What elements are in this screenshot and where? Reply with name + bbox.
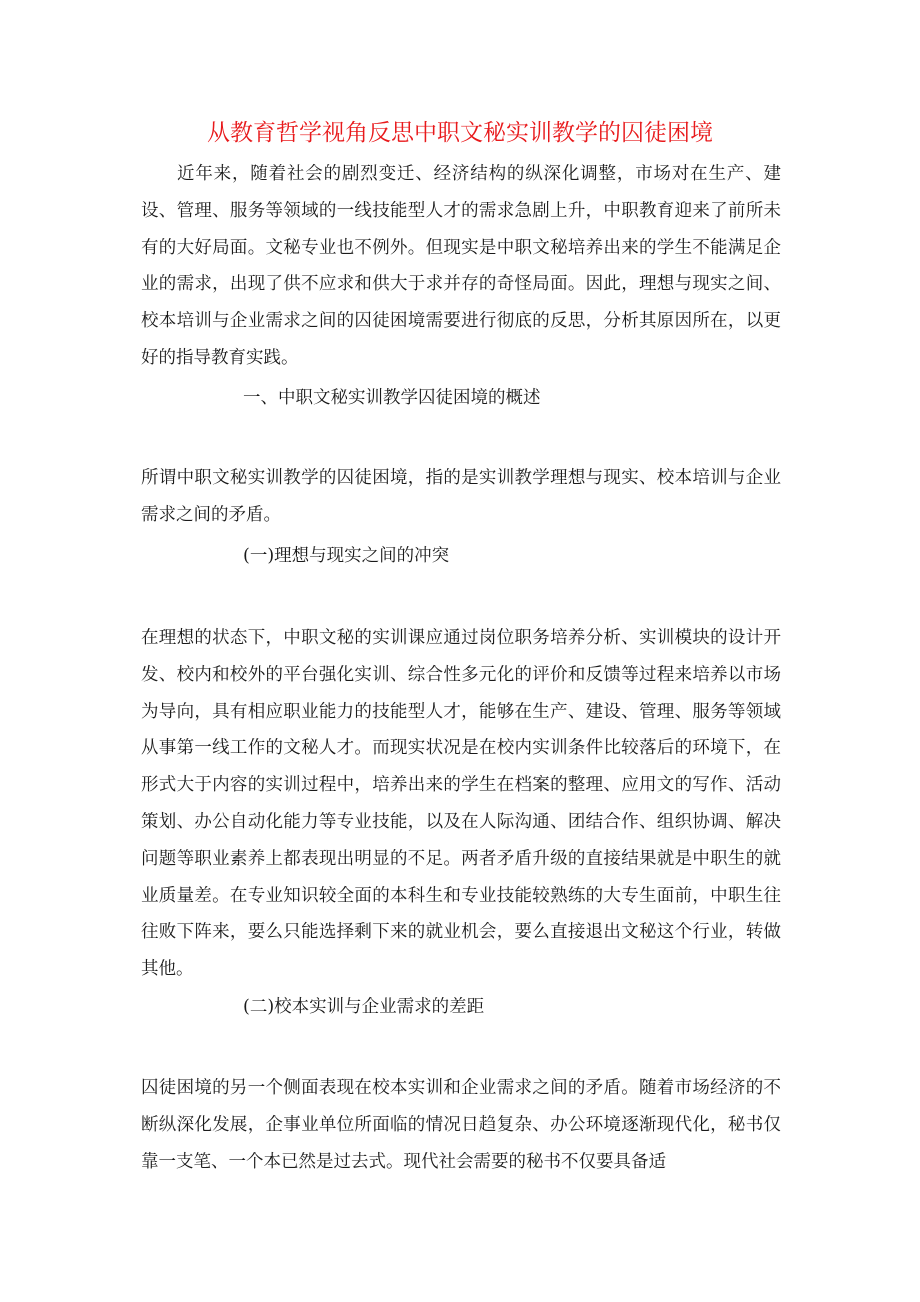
intro-paragraph: 近年来，随着社会的剧烈变迁、经济结构的纵深化调整，市场对在生产、建设、管理、服务等领域的一线技能型人才的需求急剧上升，中职教育迎来了前所未有的大好局面。文秘专业也不例外。但现实是中职文秘培养出来的学生不能满足企业的需求，出现了供不应求和供大于求并存的奇怪局面。因此，理想与现实之间、校本培训与企业需求之间的囚徒困境需要进行彻底的反思，分析其原因所在，以更好的指导教育实践。 (141, 164, 781, 368)
subsection-1-heading: (一)理想与现实之间的冲突 (243, 546, 450, 566)
section-1-heading: 一、中职文秘实训教学囚徒困境的概述 (243, 388, 541, 408)
subsection-2-heading: (二)校本实训与企业需求的差距 (243, 997, 485, 1017)
section-1-paragraph: 所谓中职文秘实训教学的囚徒困境，指的是实训教学理想与现实、校本培训与企业需求之间的矛盾。 (141, 468, 781, 525)
subsection-2-paragraph: 囚徒困境的另一个侧面表现在校本实训和企业需求之间的矛盾。随着市场经济的不断纵深化发展，企事业单位所面临的情况日趋复杂、办公环境逐渐现代化，秘书仅靠一支笔、一个本已然是过去式。现代社会需要的秘书不仅要具备适 (141, 1078, 781, 1172)
subsection-1-paragraph: 在理想的状态下，中职文秘的实训课应通过岗位职务培养分析、实训模块的设计开发、校内和校外的平台强化实训、综合性多元化的评价和反馈等过程来培养以市场为导向，具有相应职业能力的技能型人才，能够在生产、建设、管理、服务等领域从事第一线工作的文秘人才。而现实状况是在校内实训条件比较落后的环境下，在形式大于内容的实训过程中，培养出来的学生在档案的整理、应用文的写作、活动策划、办公自动化能力等专业技能，以及在人际沟通、团结合作、组织协调、解决问题等职业素养上都表现出明显的不足。两者矛盾升级的直接结果就是中职生的就业质量差。在专业知识较全面的本科生和专业技能较熟练的大专生面前，中职生往往败下阵来，要么只能选择剩下来的就业机会，要么直接退出文秘这个行业，转做其他。 (141, 628, 781, 980)
document-title: 从教育哲学视角反思中职文秘实训教学的囚徒困境 (207, 120, 713, 146)
